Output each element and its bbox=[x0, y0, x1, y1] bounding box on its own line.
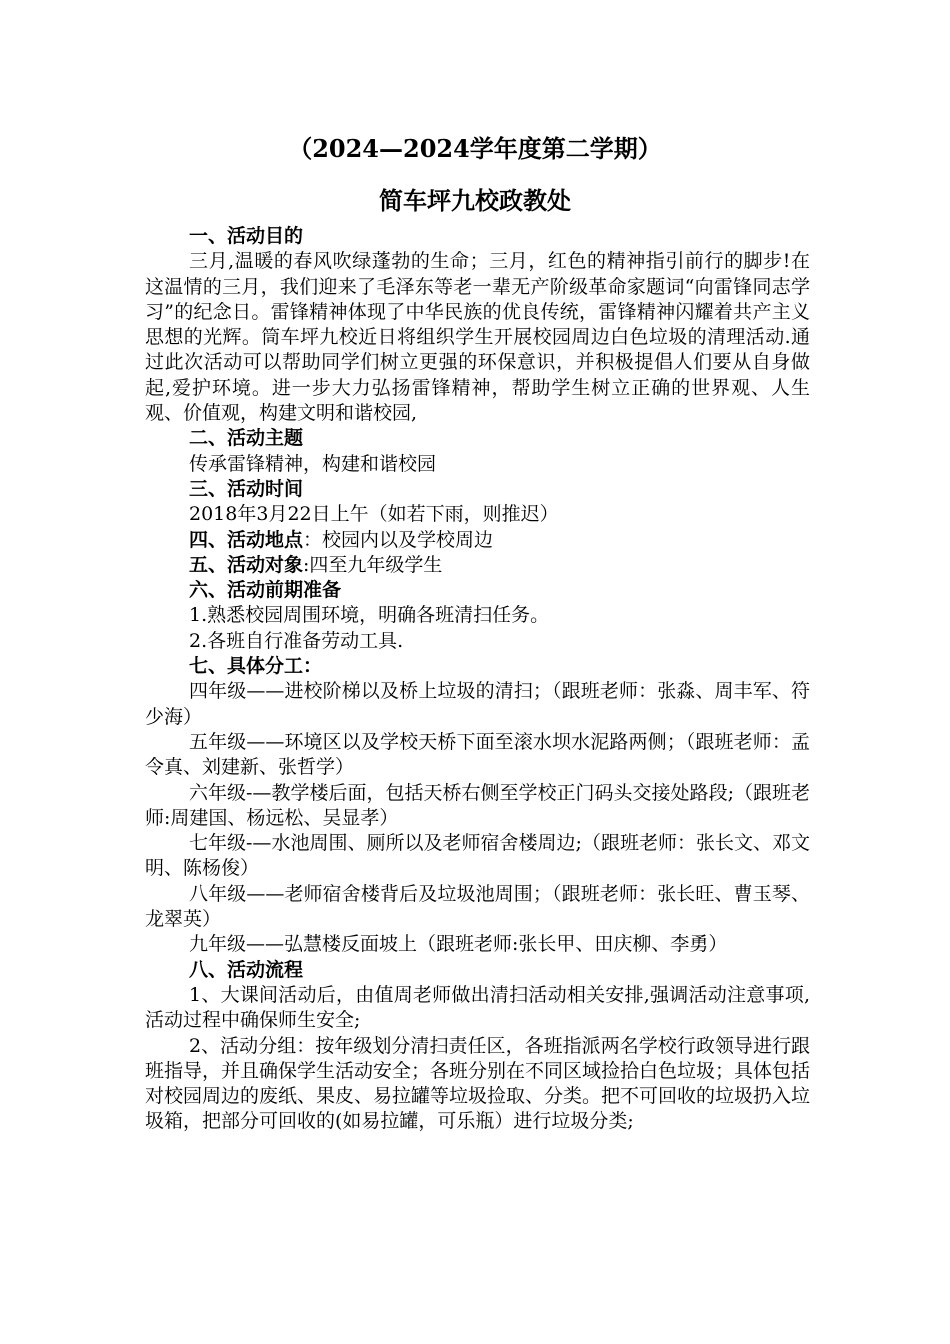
section-heading-time: 三、活动时间 bbox=[189, 477, 304, 500]
section-target bbox=[145, 553, 810, 578]
process-item: 1、大课间活动后，由值周老师做出清扫活动相关安排,强调活动注意事项,活动过程中确保师生安全; bbox=[145, 983, 810, 1032]
document-body bbox=[145, 224, 810, 1135]
paragraph-time: 2018年3月22日上午（如若下雨，则推迟） bbox=[189, 503, 559, 526]
location-text: ：校园内以及学校周边 bbox=[303, 528, 494, 551]
section-heading-assignment: 七、具体分工： bbox=[189, 655, 323, 678]
paragraph-purpose: 三月,温暖的春风吹绿蓬勃的生命；三月，红色的精神指引前行的脚步!在这温情的三月，我们迎来了毛泽东等老一辈无产阶级革命家题词“向雷锋同志学习”的纪念日。雷锋精神体现了中华民族的优良传统，雷锋精神闪耀着共产主义思想的光辉。筒车坪九校近日将组织学生开展校园周边白色垃圾的清理活动.通过此次活动可以帮助同学们树立更强的环保意识，并积极提倡人们要从自身做起,爱护环境。进一步大力弘扬雷锋精神，帮助学生树立正确的世界观、人生观、价值观，构建文明和谐校园, bbox=[145, 250, 810, 425]
assignment-item: 九年级——弘慧楼反面坡上（跟班老师:张长甲、田庆柳、李勇） bbox=[189, 933, 728, 956]
preparation-item: 2.各班自行准备劳动工具. bbox=[189, 629, 404, 652]
title-block bbox=[0, 133, 950, 217]
assignment-item: 四年级——进校阶梯以及桥上垃圾的清扫；（跟班老师：张淼、周丰军、符少海） bbox=[145, 680, 810, 728]
paragraph-theme: 传承雷锋精神，构建和谐校园 bbox=[189, 452, 437, 475]
section-heading-preparation: 六、活动前期准备 bbox=[189, 579, 342, 602]
preparation-item: 1.熟悉校园周围环境，明确各班清扫任务。 bbox=[189, 604, 550, 627]
section-heading-theme: 二、活动主题 bbox=[189, 427, 304, 450]
section-heading-location: 四、活动地点 bbox=[189, 528, 304, 551]
section-heading-process: 八、活动流程 bbox=[189, 958, 304, 981]
document-title: （2024—2024学年度第二学期） bbox=[288, 134, 662, 163]
section-location bbox=[145, 528, 810, 553]
assignment-item: 六年级-—教学楼后面，包括天桥右侧至学校正门码头交接处路段;（跟班老师:周建国、杨远松、吴显孝） bbox=[145, 781, 810, 829]
target-text: :四至九年级学生 bbox=[303, 553, 443, 576]
document-subtitle: 简车坪九校政教处 bbox=[379, 186, 571, 215]
process-item: 2、活动分组：按年级划分清扫责任区，各班指派两名学校行政领导进行跟班指导，并且确保学生活动安全；各班分别在不同区域捡拾白色垃圾；具体包括对校园周边的废纸、果皮、易拉罐等垃圾捡取、分类。把不可回收的垃圾扔入垃圾箱，把部分可回收的(如易拉罐，可乐瓶）进行垃圾分类; bbox=[145, 1034, 811, 1133]
assignment-item: 五年级——环境区以及学校天桥下面至滚水坝水泥路两侧；（跟班老师：孟令真、刘建新、张哲学） bbox=[145, 730, 810, 779]
assignment-item: 八年级——老师宿舍楼背后及垃圾池周围；（跟班老师：张长旺、曹玉琴、龙翠英） bbox=[145, 882, 810, 931]
section-heading-target: 五、活动对象 bbox=[189, 553, 304, 576]
assignment-item: 七年级-—水池周围、厕所以及老师宿舍楼周边;（跟班老师：张长文、邓文明、陈杨俊） bbox=[145, 832, 810, 880]
section-heading-purpose: 一、活动目的 bbox=[189, 225, 304, 247]
